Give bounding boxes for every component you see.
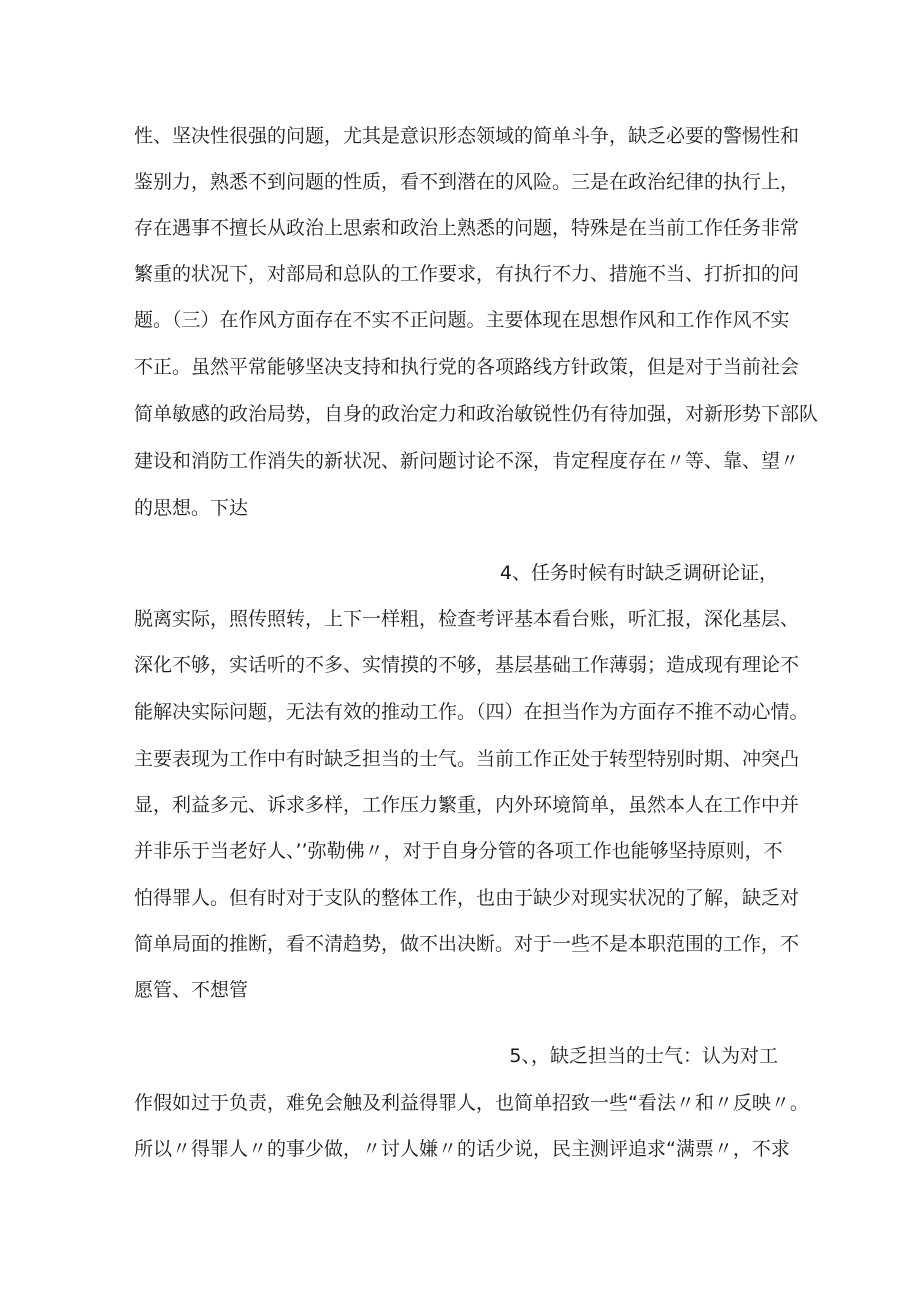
text-line: 鉴别力，熟悉不到问题的性质，看不到潜在的风险。三是在政治纪律的执行上，: [134, 171, 800, 193]
text-line: 能解决实际问题，无法有效的推动工作。（四）在担当作为方面存不推不动心情。: [134, 701, 809, 723]
text-line: 简单局面的推断，看不清趋势，做不出决断。对于一些不是本职范围的工作，不: [134, 933, 800, 955]
text-line: 怕得罪人。但有时对于支队的整体工作，也由于缺少对现实状况的了解，缺乏对: [134, 887, 800, 909]
text-line: 主要表现为工作中有时缺乏担当的士气。当前工作正处于转型特别时期、冲突凸: [134, 748, 800, 770]
text-line: 所以〃得罪人〃的事少做，〃讨人嫌〃的话少说，民主测评追求“满票〃，不求: [134, 1138, 790, 1160]
text-line: 性、坚决性很强的问题，尤其是意识形态领域的简单斗争，缺乏必要的警惕性和: [134, 125, 800, 147]
text-line: 存在遇事不擅长从政治上思索和政治上熟悉的问题，特殊是在当前工作任务非常: [134, 217, 800, 239]
text-line: 愿管、不想管: [134, 979, 249, 1001]
text-line: 作假如过于负责，难免会触及利益得罪人，也简单招致一些“看法〃和〃反映〃。: [134, 1092, 809, 1114]
text-line: 不正。虽然平常能够坚决支持和执行党的各项路线方针政策，但是对于当前社会: [134, 356, 800, 378]
section-heading-5: 5、，缺乏担当的士气：认为对工: [509, 1045, 778, 1067]
text-line: 题。（三）在作风方面存在不实不正问题。主要体现在思想作风和工作作风不实: [134, 309, 790, 331]
text-line: 脱离实际，照传照转，上下一样粗，检查考评基本看台账，听汇报，深化基层、: [134, 608, 800, 630]
text-line: 并非乐于当老好人、’’弥勒佛〃，对于自身分管的各项工作也能够坚持原则，不: [134, 840, 783, 862]
text-line: 简单敏感的政治局势，自身的政治定力和政治敏锐性仍有待加强，对新形势下部队: [134, 403, 819, 425]
text-line: 建设和消防工作消失的新状况、新问题讨论不深，肯定程度存在〃等、靠、望〃: [134, 450, 800, 472]
text-line: 显，利益多元、诉求多样，工作压力繁重，内外环境简单，虽然本人在工作中并: [134, 794, 800, 816]
text-line: 繁重的状况下，对部局和总队的工作要求，有执行不力、措施不当、打折扣的问: [134, 263, 800, 285]
section-heading-4: 4、任务时候有时缺乏调研论证，: [499, 562, 778, 584]
text-line: 深化不够，实话听的不多、实情摸的不够，基层基础工作薄弱；造成现有理论不: [134, 654, 800, 676]
text-line: 的思想。下达: [134, 497, 249, 519]
